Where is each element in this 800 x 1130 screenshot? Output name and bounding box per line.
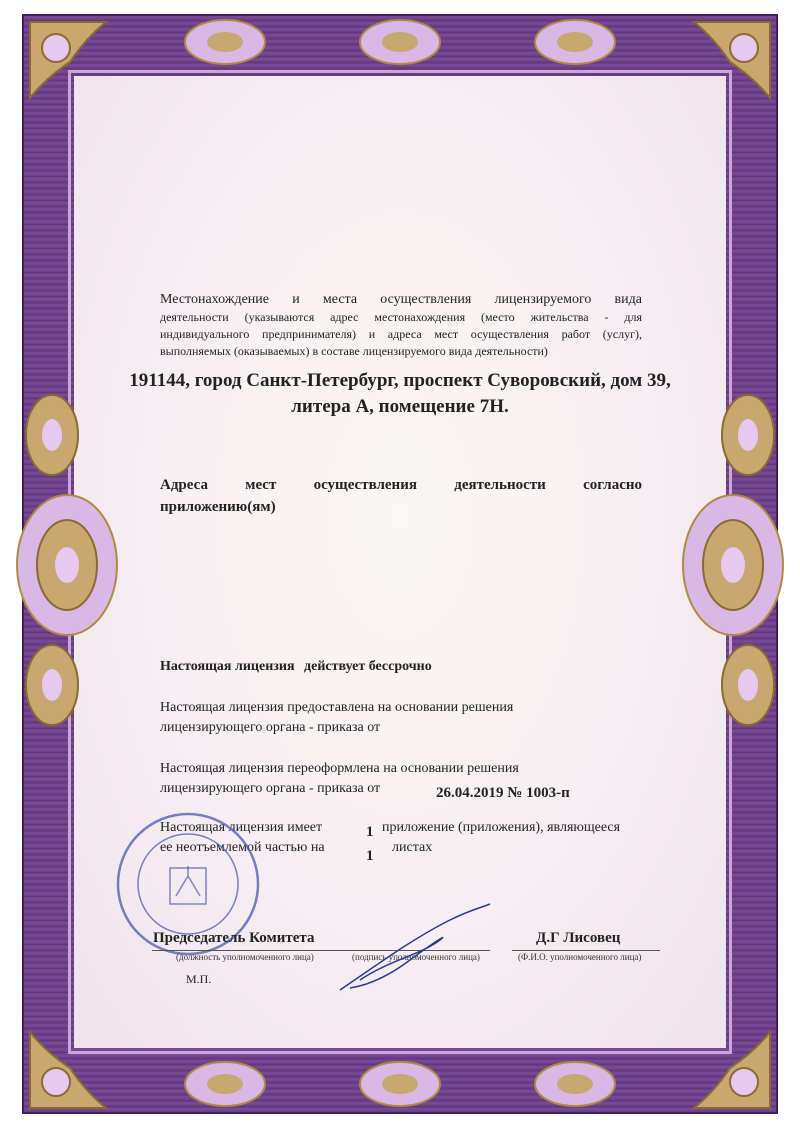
side-rosette-icon [678,490,788,640]
corner-ornament-icon [26,1028,110,1112]
validity-value: действует бессрочно [304,659,432,674]
border-ornament-icon [180,14,270,70]
granted-line: Настоящая лицензия предоставлена на основании решения [160,700,514,715]
location-label-details [160,309,642,343]
reissued-line: лицензирующего органа - приказа от [160,781,381,796]
validity [160,657,642,677]
side-ornament-icon [716,390,780,480]
appendix-label: приложение (приложения), являющееся [382,820,621,835]
sheets-count: 1 [366,848,374,864]
location-label-line: Местонахождение и места осуществления лицензируемого вида [160,292,642,307]
appendix-label: ее неотъемлемой частью на [160,840,325,855]
location-label-details [160,343,642,360]
location-label-line: индивидуального предпринимателя) и адреса мест осуществления работ (услуг), [160,327,642,341]
signatory-name: Д.Г Лисовец [536,930,621,946]
reissue-order-number: 26.04.2019 № 1003-п [436,785,570,801]
side-rosette-icon [12,490,122,640]
address-line: литера А, помещение 7Н. [291,396,509,417]
corner-ornament-icon [26,18,110,102]
name-caption: (Ф.И.О. уполномоченного лица) [518,952,642,962]
location-label [160,290,642,309]
side-ornament-icon [20,390,84,480]
validity-label: Настоящая лицензия [160,659,295,674]
side-ornament-icon [20,640,84,730]
appendix-count: 1 [366,824,374,840]
signatory-position: Председатель Комитета [153,930,315,946]
address-line: 191144, город Санкт-Петербург, проспект Суворовский, дом 39, [129,370,671,391]
appendix-label: листах [392,840,433,855]
location-label-line: выполняемых (оказываемых) в составе лицензируемого вида деятельности) [160,344,548,358]
border-ornament-icon [355,14,445,70]
corner-ornament-icon [690,18,774,102]
activity-places-line: Адреса мест осуществления деятельности согласно [160,477,642,493]
reissued-line: Настоящая лицензия переоформлена на основании решения [160,761,519,776]
activity-places-line: приложению(ям) [160,499,276,515]
position-caption: (должность уполномоченного лица) [176,952,314,962]
border-ornament-icon [355,1056,445,1112]
border-ornament-icon [530,14,620,70]
location-label-line: деятельности (указываются адрес местонахождения (место жительства - для [160,310,642,324]
signature-caption: (подпись уполномоченного лица) [352,952,480,962]
corner-ornament-icon [690,1028,774,1112]
border-ornament-icon [180,1056,270,1112]
granted-basis [160,698,642,738]
border-ornament-icon [530,1056,620,1112]
handwritten-signature-icon [330,900,510,1000]
side-ornament-icon [716,640,780,730]
granted-line: лицензирующего органа - приказа от [160,720,381,735]
activity-places [160,474,642,518]
appendix-label: Настоящая лицензия имеет [160,820,323,835]
stamp-place-label: М.П. [186,972,212,986]
license-address [110,368,690,420]
